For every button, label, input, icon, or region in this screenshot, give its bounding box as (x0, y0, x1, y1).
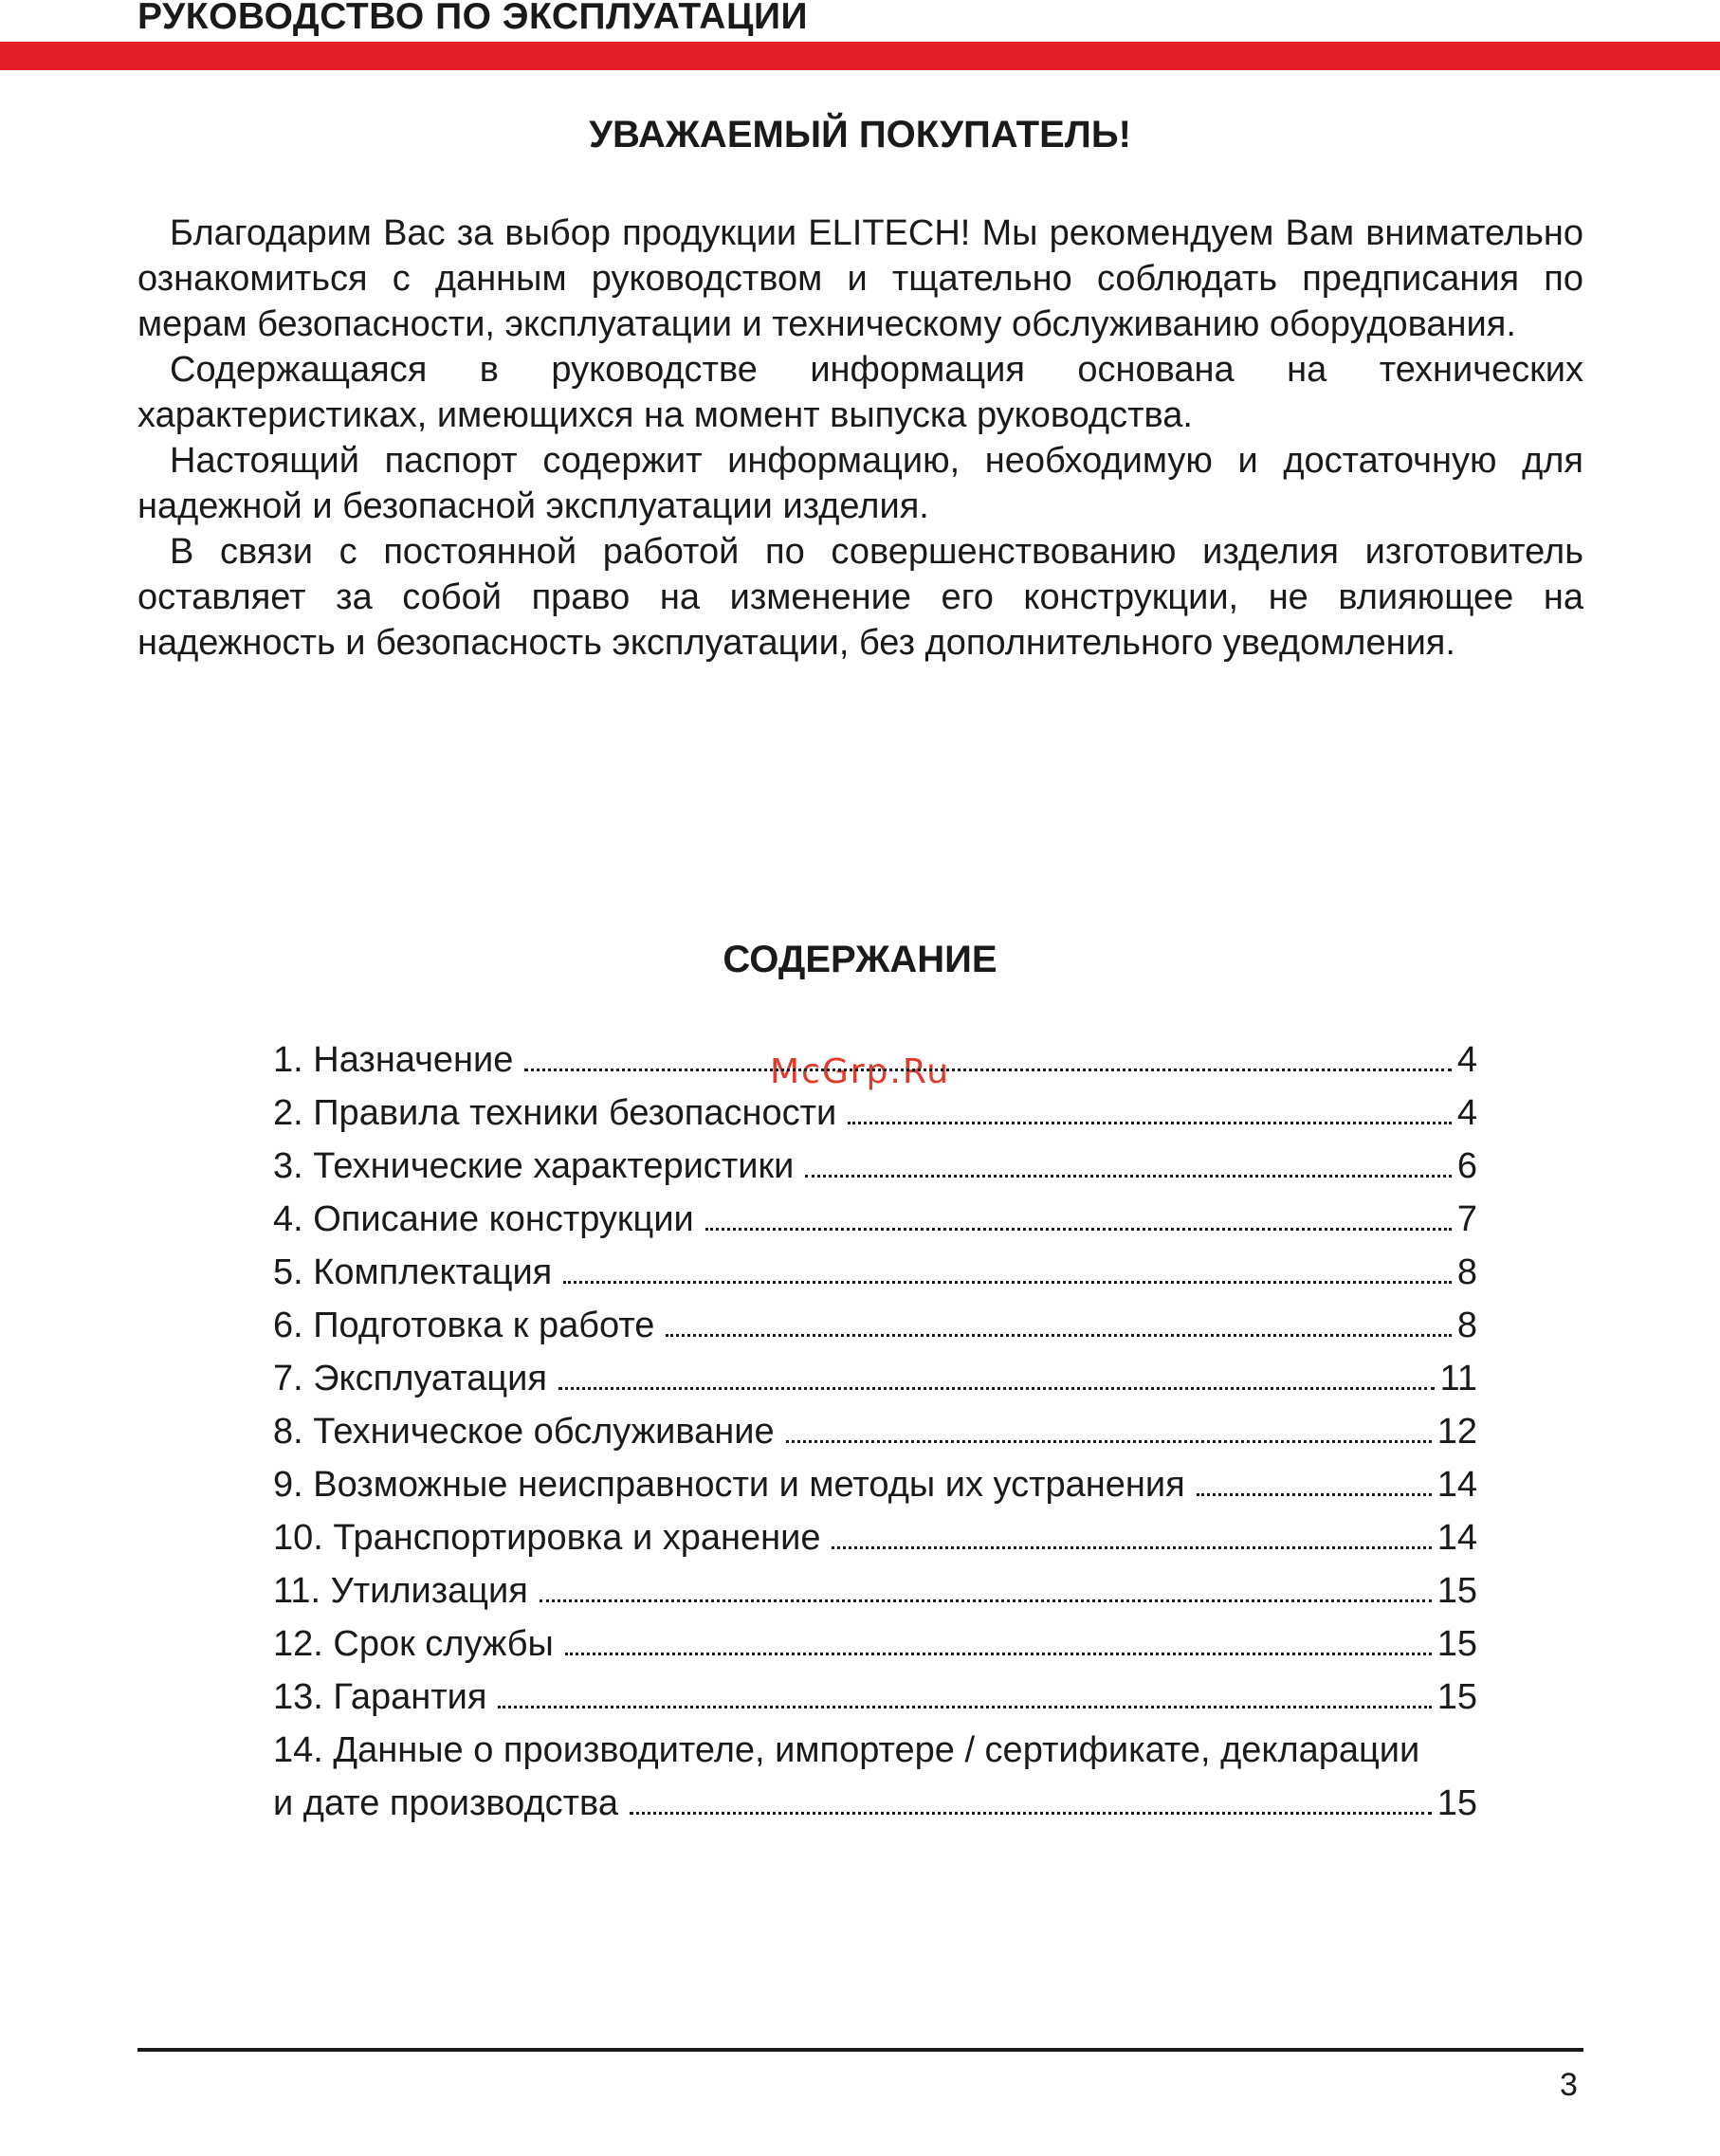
toc-item[interactable] (273, 1252, 1477, 1306)
toc-item-label: 1. Назначение (273, 1040, 514, 1080)
toc-item[interactable] (273, 1571, 1477, 1624)
toc-item-page: 15 (1436, 1783, 1477, 1823)
toc-item[interactable] (273, 1093, 1477, 1146)
toc-item-label: 13. Гарантия (273, 1677, 487, 1717)
toc-item-continuation[interactable] (273, 1783, 1477, 1836)
toc-item[interactable] (273, 1677, 1477, 1730)
toc-item-page: 14 (1436, 1465, 1477, 1505)
toc-leader-dots (563, 1281, 1452, 1284)
toc-item-label: 4. Описание конструкции (273, 1199, 694, 1239)
toc-item-page: 12 (1436, 1412, 1477, 1452)
toc-item[interactable] (273, 1146, 1477, 1199)
toc-leader-dots (498, 1706, 1431, 1708)
toc-item-label: 11. Утилизация (273, 1571, 528, 1611)
toc-leader-dots (540, 1599, 1432, 1602)
toc-item-page: 15 (1436, 1624, 1477, 1664)
toc-leader-dots (558, 1387, 1435, 1390)
page-number: 3 (1560, 2067, 1578, 2103)
toc-title: СОДЕРЖАНИЕ (723, 939, 997, 980)
toc-item[interactable] (273, 1199, 1477, 1252)
toc-item[interactable] (273, 1465, 1477, 1518)
toc-leader-dots (524, 1069, 1451, 1071)
toc-item-page: 15 (1436, 1677, 1477, 1717)
intro-paragraph: Настоящий паспорт содержит информацию, необходимую и достаточную для надежной и безопасной эксплуатации изделия. (137, 441, 1583, 526)
toc-item[interactable] (273, 1359, 1477, 1412)
toc-item-label: 5. Комплектация (273, 1252, 553, 1292)
toc-leader-dots (705, 1228, 1452, 1231)
toc-item-label: 3. Технические характеристики (273, 1146, 795, 1186)
toc-item-label: 12. Срок службы (273, 1624, 554, 1664)
toc-leader-dots (832, 1546, 1431, 1549)
footer-rule (137, 2048, 1583, 2052)
toc-item[interactable] (273, 1040, 1477, 1093)
intro-paragraph: В связи с постоянной работой по совершенствованию изделия изготовитель оставляет за собой право на изменение его конструкции, не влияющее на надежность и безопасность эксплуатации, без дополнительного уведомления. (137, 532, 1583, 663)
table-of-contents (273, 1040, 1477, 1836)
toc-leader-dots (565, 1653, 1432, 1655)
toc-item[interactable] (273, 1518, 1477, 1571)
greeting-heading: УВАЖАЕМЫЙ ПОКУПАТЕЛЬ! (589, 114, 1131, 155)
intro-paragraph: Благодарим Вас за выбор продукции ELITECH! Мы рекомендуем Вам внимательно ознакомиться с данным руководством и тщательно соблюдать предписания по мерам безопасности, эксплуатации и техническому обслуживанию оборудования. (137, 213, 1583, 344)
header-accent-bar (0, 42, 1720, 70)
toc-item-label: и дате производства (273, 1783, 618, 1823)
toc-item-label: 9. Возможные неисправности и методы их устранения (273, 1465, 1185, 1505)
toc-item-page: 14 (1436, 1518, 1477, 1558)
toc-item-label: 7. Эксплуатация (273, 1359, 547, 1398)
toc-item-page: 4 (1456, 1040, 1477, 1080)
toc-item[interactable] (273, 1306, 1477, 1359)
toc-item[interactable] (273, 1412, 1477, 1465)
toc-item-page: 11 (1439, 1359, 1477, 1398)
toc-item-page: 8 (1456, 1306, 1477, 1345)
watermark-text: McGrp.Ru (770, 1052, 951, 1091)
toc-leader-dots (666, 1334, 1451, 1337)
toc-leader-dots (848, 1122, 1452, 1124)
toc-leader-dots (786, 1440, 1432, 1443)
toc-item-page: 6 (1456, 1146, 1477, 1186)
intro-paragraph: Содержащаяся в руководстве информация основана на технических характеристиках, имеющихся на момент выпуска руководства. (137, 350, 1583, 435)
toc-item-page: 4 (1456, 1093, 1477, 1133)
toc-item[interactable] (273, 1730, 1477, 1783)
toc-item-label: 6. Подготовка к работе (273, 1306, 655, 1345)
header-title: РУКОВОДСТВО ПО ЭКСПЛУАТАЦИИ (137, 0, 809, 37)
toc-item-label: 14. Данные о производителе, импортере / сертификате, декларации (273, 1730, 1420, 1770)
toc-leader-dots (630, 1812, 1432, 1815)
intro-text (137, 210, 1583, 666)
toc-item-label: 10. Транспортировка и хранение (273, 1518, 821, 1558)
toc-leader-dots (1197, 1493, 1432, 1496)
toc-item-label: 8. Техническое обслуживание (273, 1412, 775, 1452)
toc-item-page: 8 (1456, 1252, 1477, 1292)
toc-leader-dots (805, 1175, 1452, 1178)
toc-item-page: 7 (1456, 1199, 1477, 1239)
toc-item-page: 15 (1436, 1571, 1477, 1611)
toc-item-label: 2. Правила техники безопасности (273, 1093, 837, 1133)
toc-item[interactable] (273, 1624, 1477, 1677)
